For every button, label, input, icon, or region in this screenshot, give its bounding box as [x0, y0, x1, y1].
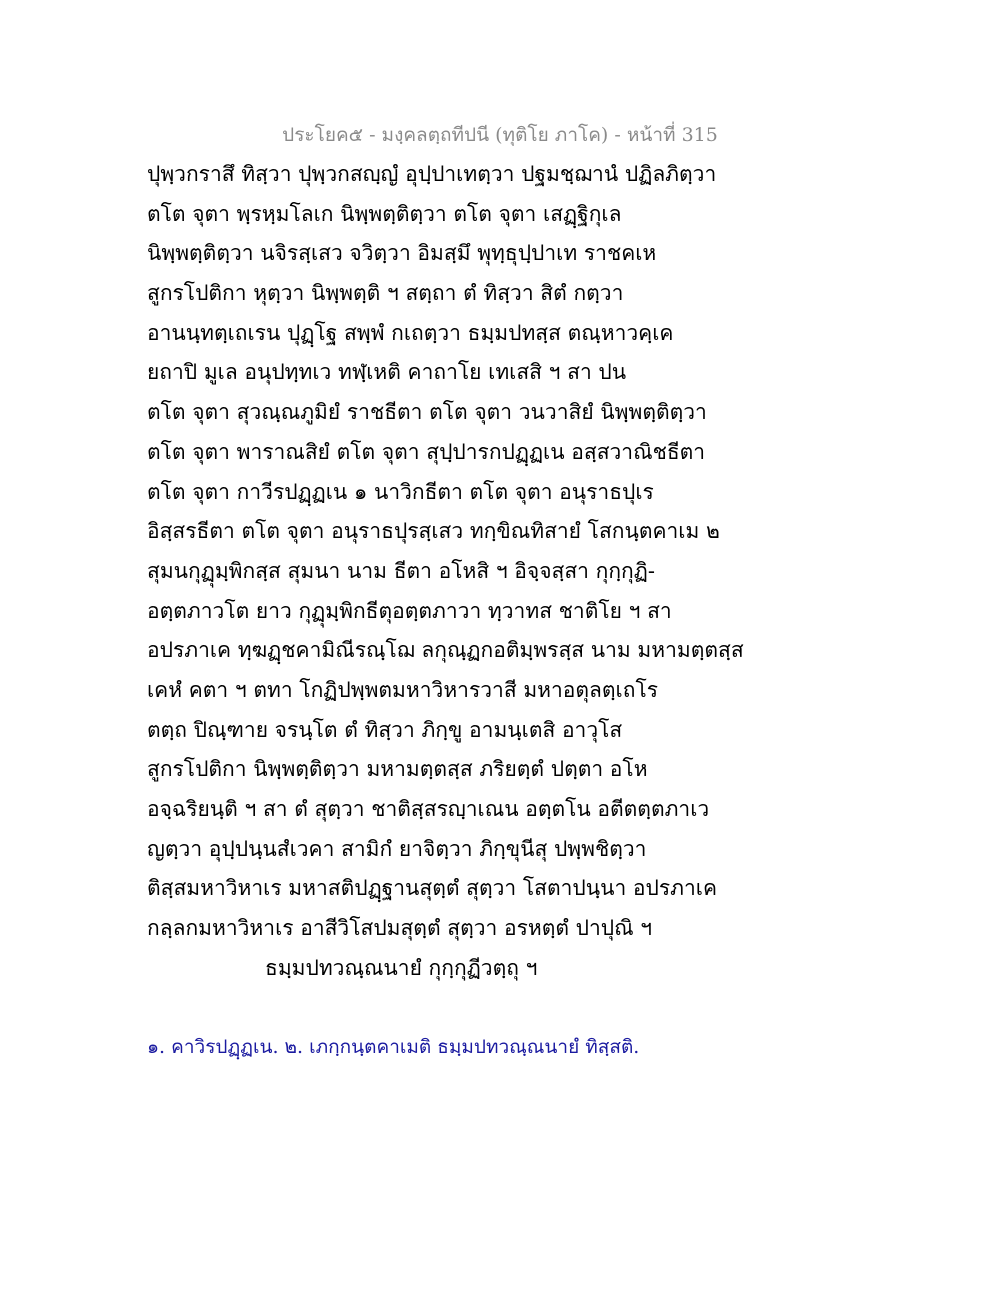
- text-line: อปรภาเค ทฺฆฏฺชคามิณีรณฺโฌ ลกุณฺฏกอติมฺพรสฺส นาม มหามตฺตสฺส: [147, 638, 744, 663]
- text-line: ติสฺสมหาวิหาเร มหาสติปฏฺฐานสุตฺตํ สุตฺวา โสตาปนฺนา อปรภาเค: [147, 876, 718, 901]
- text-line: ญตฺวา อุปฺปนฺนสํเวคา สามิกํ ยาจิตฺวา ภิกฺขุนีสุ ปพฺพชิตฺวา: [147, 836, 647, 861]
- text-line: ตโต จุตา พาราณสิยํ ตโต จุตา สุปฺปารกปฏฺฏเน อสฺสวาณิชธีตา: [147, 439, 706, 464]
- text-line: สูกรโปติกา นิพฺพตฺติตฺวา มหามตฺตสฺส ภริยตฺตํ ปตฺตา อโห: [147, 757, 648, 782]
- text-line: อตฺตภาวโต ยาว กุฏุมฺพิกธีตุอตฺตภาวา ทฺวาทส ชาติโย ฯ สา: [147, 598, 672, 623]
- text-line: ตโต จุตา สุวณฺณภูมิยํ ราชธีตา ตโต จุตา วนวาสิยํ นิพฺพตฺติตฺวา: [147, 400, 707, 425]
- text-line: ตโต จุตา พฺรหฺมโลเก นิพฺพตฺติตฺวา ตโต จุตา เสฏฺฐิกุเล: [147, 201, 622, 226]
- text-line: ยถาปิ มูเล อนุปทฺทเว ทฬฺเหติ คาถาโย เทเสสิ ฯ สา ปน: [147, 360, 627, 385]
- text-line: นิพฺพตฺติตฺวา นจิรสฺเสว จวิตฺวา อิมสฺมึ พุทฺธุปฺปาเท ราชคเห: [147, 241, 657, 266]
- text-line: เคหํ คตา ฯ ตทา โกฏิปพฺพตมหาวิหารวาสี มหาอตุลตฺเถโร: [147, 677, 659, 702]
- text-line: สูกรโปติกา หุตฺวา นิพฺพตฺติ ฯ สตฺถา ตํ ทิสฺวา สิตํ กตฺวา: [147, 281, 624, 306]
- text-line: ตโต จุตา กาวีรปฏฺฏเน ๑ นาวิกธีตา ตโต จุตา อนุราธปุเร: [147, 479, 654, 504]
- body-text: [147, 155, 867, 988]
- footnote: ๑. คาวิรปฏฺฏเน. ๒. เภกฺกนฺตคาเมติ ธมฺมปทวณฺณนายํ ทิสฺสติ.: [147, 1036, 640, 1058]
- text-line: กลฺลกมหาวิหาเร อาสีวิโสปมสุตฺตํ สุตฺวา อรหตฺตํ ปาปุณิ ฯ: [147, 916, 653, 941]
- page-header: ประโยค๕ - มงฺคลตฺถทีปนี (ทุติโย ภาโค) - หน้าที่ 315: [282, 124, 718, 146]
- text-line: อานนฺทตฺเถเรน ปุฏฺโฐ สพฺพํ กเถตฺวา ธมฺมปทสฺส ตณฺหาวคฺเค: [147, 320, 674, 345]
- text-line: สุมนกุฏุมฺพิกสฺส สุมนา นาม ธีตา อโหสิ ฯ อิจฺจสฺสา กุกฺกุฏิ-: [147, 558, 655, 583]
- text-line: อิสฺสรธีตา ตโต จุตา อนุราธปุรสฺเสว ทกฺขิณทิสายํ โสกนฺตคาเม ๒: [147, 519, 720, 544]
- text-line: ตตฺถ ปิณฺฑาย จรนฺโต ตํ ทิสฺวา ภิกฺขู อามนฺเตสิ อาวุโส: [147, 717, 623, 742]
- text-line: ปุพฺวกราสึ ทิสฺวา ปุพฺวกสญฺญํ อุปฺปาเทตฺวา ปฐมชฺฌานํ ปฏิลภิตฺวา: [147, 162, 717, 186]
- section-closing-line: ธมฺมปทวณฺณนายํ กุกฺกุฏีวตฺถุ ฯ: [265, 955, 538, 980]
- text-line: อจฺฉริยนฺติ ฯ สา ตํ สุตฺวา ชาติสฺสรญฺาเณน อตฺตโน อตีตตฺตภาเว: [147, 797, 710, 821]
